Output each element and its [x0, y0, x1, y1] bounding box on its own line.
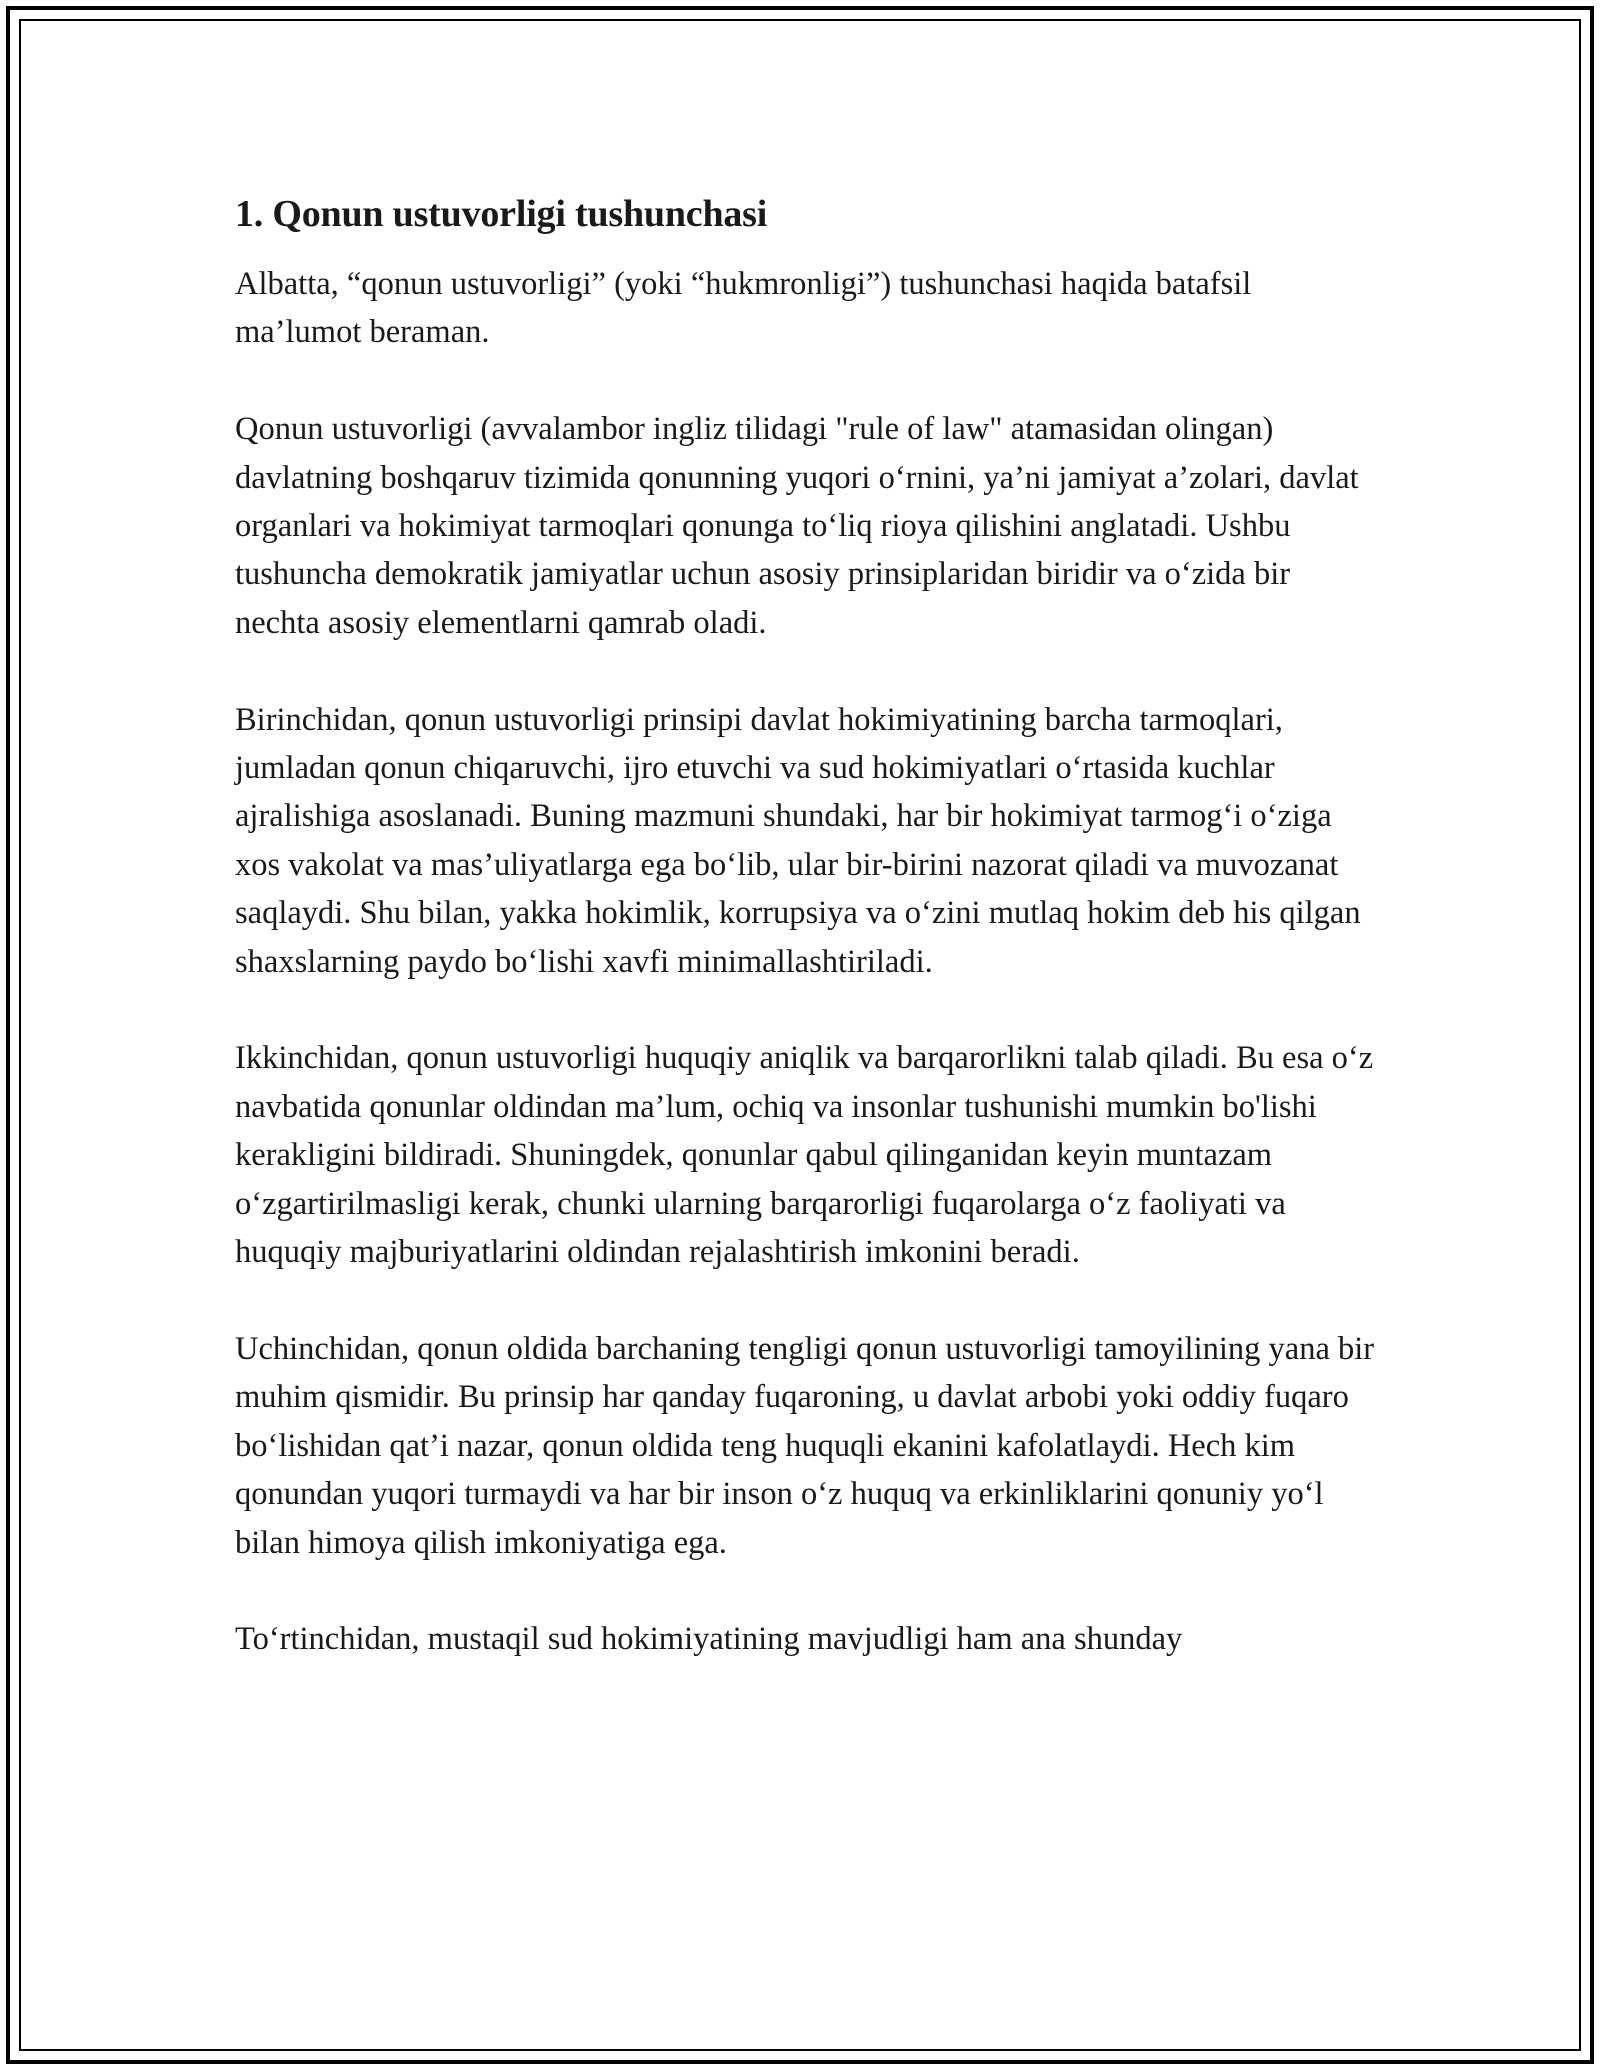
paragraph-third: Uchinchidan, qonun oldida barchaning tengligi qonun ustuvorligi tamoyilining yana bir muhim qismidir. Bu prinsip har qanday fuqaroning, u davlat arbobi yoki oddiy fuqaro bo‘lishidan qat’i nazar, qonun oldida teng huquqli ekanini kafolatlaydi. Hech kim qonundan yuqori turmaydi va har bir inson o‘z huquq va erkinliklarini qonuniy yo‘l bilan himoya qilish imkoniyatiga ega. [235, 1330, 1375, 1561]
document-body [235, 190, 1375, 1712]
paragraph-fourth: To‘rtinchidan, mustaqil sud hokimiyatining mavjudligi ham ana shunday [235, 1621, 1183, 1658]
paragraph-second: Ikkinchidan, qonun ustuvorligi huquqiy aniqlik va barqarorlikni talab qiladi. Bu esa o‘z navbatida qonunlar oldindan ma’lum, ochiq va insonlar tushunishi mumkin bo'lishi kerakligini bildiradi. Shuningdek, qonunlar qabul qilinganidan keyin muntazam o‘zgartirilmasligi kerak, chunki ularning barqarorligi fuqarolarga o‘z faoliyati va huquqiy majburiyatlarini oldindan rejalashtirish imkonini beradi. [235, 1040, 1374, 1271]
paragraph-definition: Qonun ustuvorligi (avvalambor ingliz tilidagi "rule of law" atamasidan olingan) davlatning boshqaruv tizimida qonunning yuqori o‘rnini, ya’ni jamiyat a’zolari, davlat organlari va hokimiyat tarmoqlari qonunga to‘liq rioya qilishini anglatadi. Ushbu tushuncha demokratik jamiyatlar uchun asosiy prinsiplaridan biridir va o‘zida bir nechta asosiy elementlarni qamrab oladi. [235, 411, 1359, 641]
paragraph-intro: Albatta, “qonun ustuvorligi” (yoki “hukmronligi”) tushunchasi haqida batafsil ma’lumot beraman. [235, 266, 1252, 351]
section-heading: 1. Qonun ustuvorligi tushunchasi [235, 193, 768, 235]
paragraph-first: Birinchidan, qonun ustuvorligi prinsipi davlat hokimiyatining barcha tarmoqlari, jumladan qonun chiqaruvchi, ijro etuvchi va sud hokimiyatlari o‘rtasida kuchlar ajralishiga asoslanadi. Buning mazmuni shundaki, har bir hokimiyat tarmog‘i o‘ziga xos vakolat va mas’uliyatlarga ega bo‘lib, ular bir-birini nazorat qiladi va muvozanat saqlaydi. Shu bilan, yakka hokimlik, korrupsiya va o‘zini mutlaq hokim deb his qilgan shaxslarning paydo bo‘lishi xavfi minimallashtiriladi. [235, 701, 1361, 980]
